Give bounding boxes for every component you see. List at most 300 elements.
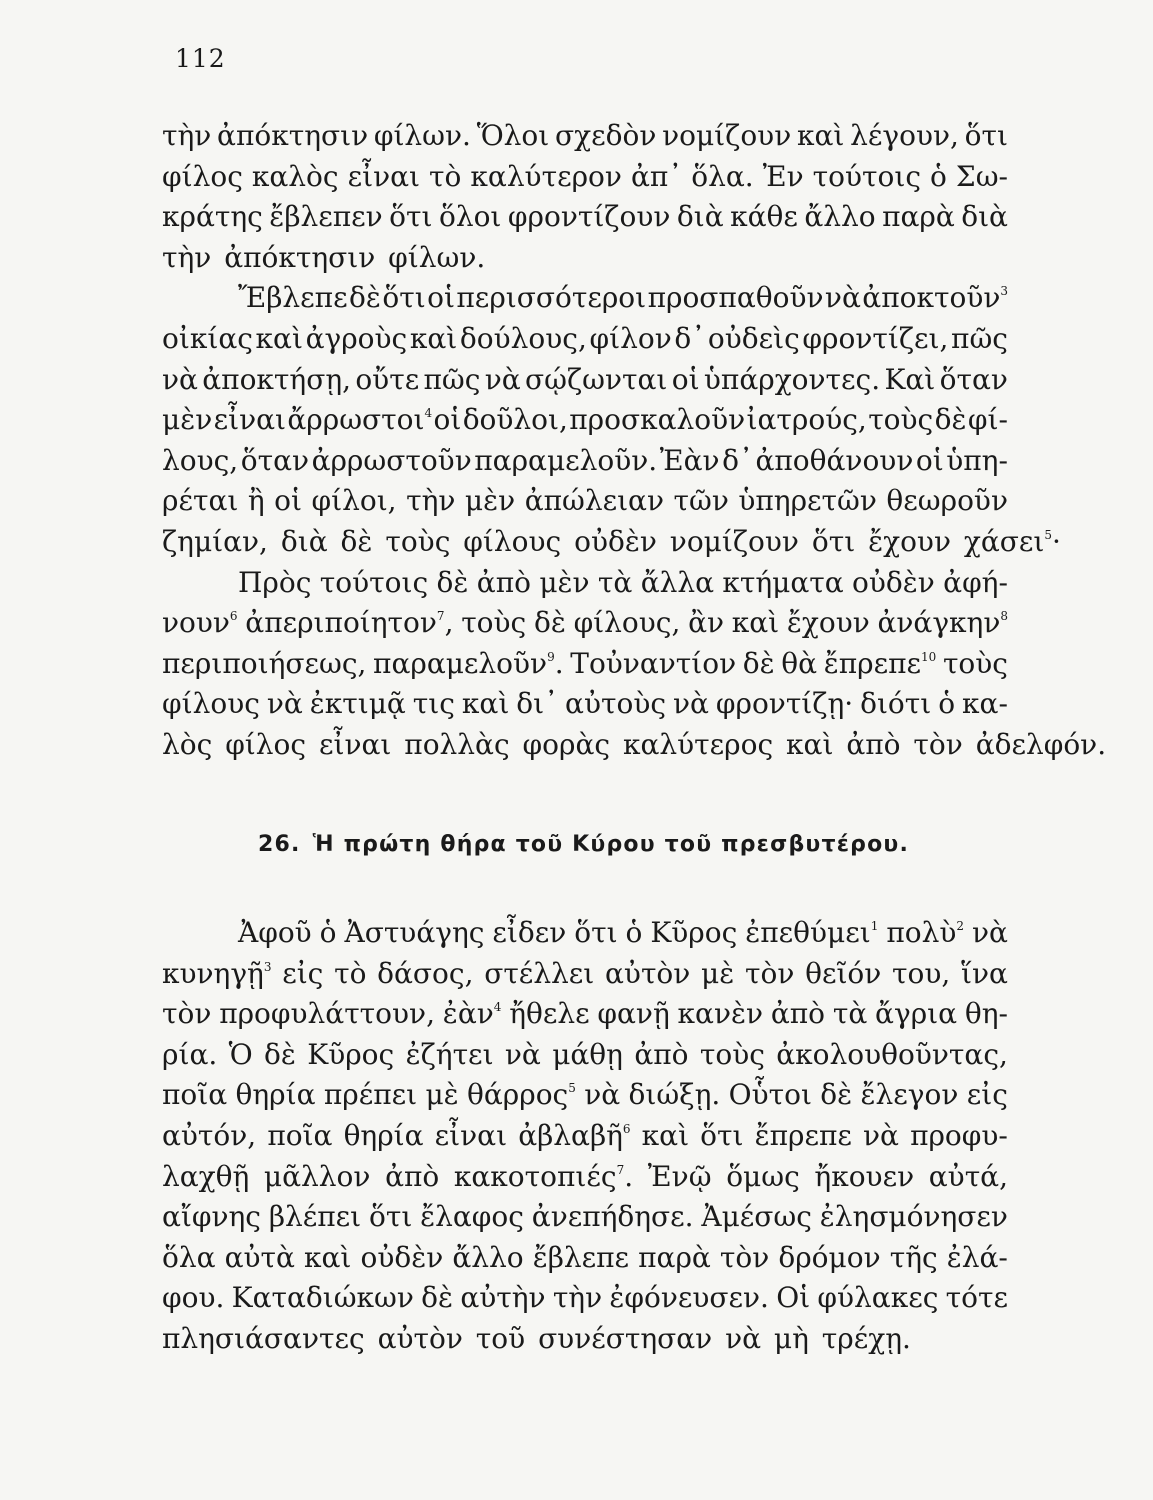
word: καὶ xyxy=(641,1118,690,1152)
word: ἀποθάνουν xyxy=(755,443,914,477)
word: κράτης xyxy=(162,200,263,234)
word: του, xyxy=(892,956,951,990)
text-line xyxy=(162,684,1008,725)
text-line xyxy=(162,1075,1008,1116)
word: φίλος xyxy=(162,159,243,193)
word: ρία. xyxy=(162,1037,218,1071)
word: κτήματα xyxy=(722,565,844,599)
word: εἶναι xyxy=(347,159,421,193)
word: ὅτι xyxy=(700,1118,744,1152)
word: ἰατρούς, xyxy=(746,403,867,437)
text-line xyxy=(162,238,1008,279)
word: οἱ xyxy=(274,484,302,518)
word: τοὺς xyxy=(942,646,1008,680)
word: οἱ xyxy=(433,403,462,437)
word: τὰ xyxy=(597,565,633,599)
word: ἐκτιμᾷ xyxy=(309,687,406,721)
body-text-bottom xyxy=(162,913,1008,1360)
word: ὑπάρχοντες. xyxy=(703,362,881,396)
word: οἱ xyxy=(671,362,700,396)
word: τοὺς xyxy=(461,606,527,640)
word: νὰ xyxy=(824,281,861,315)
word: ἀπώλειαν xyxy=(524,484,664,518)
word: φορὰς xyxy=(522,727,611,761)
word: τῶν xyxy=(673,484,729,518)
word: ὅμως xyxy=(726,1159,800,1193)
word: τούτοις xyxy=(812,159,922,193)
word: εἶναι xyxy=(434,1118,508,1152)
footnote-marker: 2 xyxy=(956,919,964,933)
word: δ᾽ xyxy=(722,443,753,477)
text-line xyxy=(162,1238,1008,1279)
word: Ἀφοῦ xyxy=(238,916,312,949)
word: ἂν xyxy=(688,606,725,640)
word: οὐδὲν xyxy=(574,524,657,558)
word: προφυ- xyxy=(910,1118,1008,1152)
word: εἰς xyxy=(282,956,324,990)
word: αὐτὸν xyxy=(377,1321,463,1355)
word: ὅτι xyxy=(964,119,1008,152)
word: νὰ xyxy=(863,1118,899,1152)
word: παρὰ xyxy=(638,1240,711,1274)
word: φί- xyxy=(967,403,1008,437)
word: δοῦλοι, xyxy=(462,403,568,437)
word: εἶναι xyxy=(213,403,287,437)
word: τότε xyxy=(945,1281,1008,1315)
text-line xyxy=(162,994,1008,1035)
word: ἀπὸ xyxy=(770,997,826,1031)
word: τοὺς xyxy=(385,524,451,558)
word: δ᾽ xyxy=(674,321,706,355)
footnote-marker: 10 xyxy=(921,649,937,664)
word: λέγουν, xyxy=(850,119,959,152)
word: Οὗτοι xyxy=(728,1078,812,1112)
word: ἔβλεπεν xyxy=(269,200,383,234)
word: διὰ xyxy=(676,200,724,234)
word: φίλους, xyxy=(573,606,681,640)
word: τούτοις xyxy=(319,565,429,599)
text-line xyxy=(162,116,1008,157)
text-line xyxy=(162,197,1008,238)
word: τοὺς xyxy=(868,403,934,437)
word: ἔπρεπε xyxy=(754,1118,852,1152)
word: φύλακες xyxy=(817,1281,939,1315)
footnote-marker: 7 xyxy=(436,609,445,624)
word: αὐτόν, xyxy=(162,1118,257,1152)
word: μάθῃ xyxy=(552,1037,623,1071)
word: αὐτὴν xyxy=(460,1281,546,1315)
word: ἔλαφος xyxy=(420,1200,524,1234)
word: ἔχουν xyxy=(786,606,870,640)
footnote-marker: 4 xyxy=(424,406,433,421)
word: θεωροῦν xyxy=(886,484,1008,518)
word: φροντίζει, xyxy=(802,321,949,355)
word: τὸν xyxy=(162,997,212,1031)
word: οἰκίας xyxy=(162,321,253,355)
word: θηρία xyxy=(235,1078,316,1112)
word: οὐδὲν xyxy=(360,1240,444,1274)
word: πρέπει xyxy=(323,1078,418,1112)
word: λὸς xyxy=(162,727,213,761)
word: δάσος, xyxy=(377,956,474,990)
word: σῴζωνται xyxy=(525,362,668,396)
word: κανὲν xyxy=(677,997,764,1031)
word: Οἱ xyxy=(776,1281,811,1315)
word: νὰ xyxy=(584,1078,621,1112)
word: ὁ xyxy=(930,159,947,193)
word: τὸν xyxy=(719,1240,770,1274)
word: τῆς xyxy=(889,1240,938,1274)
word: ἀπόκτησιν xyxy=(217,119,369,152)
word: παραμελοῦν$^9$. xyxy=(373,646,564,680)
word: νὰ xyxy=(725,1321,761,1355)
word: πλησιάσαντες xyxy=(162,1321,365,1355)
text-line xyxy=(162,278,1008,319)
word: Ἔβλεπε xyxy=(238,281,348,315)
word: Ἐνῷ xyxy=(647,1159,712,1193)
word: ἐπεθύμει$^1$ xyxy=(745,916,879,949)
word: μὲ xyxy=(701,956,735,990)
word: αὐτὰ xyxy=(224,1240,295,1274)
word: τὰ xyxy=(832,997,868,1031)
word: αὐτὸν xyxy=(605,956,691,990)
word: ἀπὸ xyxy=(634,1037,689,1071)
word: ἄρρωστοι$^4$ xyxy=(287,403,433,437)
footnote-marker: 3 xyxy=(1000,284,1008,299)
word: ἀβλαβῆ$^6$ xyxy=(518,1118,631,1152)
word: δρόμον xyxy=(778,1240,881,1274)
word: ὅτι xyxy=(574,916,618,949)
text-line xyxy=(162,157,1008,198)
word: αὐτοὺς xyxy=(565,687,667,721)
word: ἔχουν xyxy=(868,524,951,558)
word: φροντίζῃ· xyxy=(715,687,854,721)
word: ἵνα xyxy=(961,956,1008,990)
word: τὴν xyxy=(162,119,212,152)
word: χάσει$^5$· xyxy=(963,524,1061,558)
word: κα- xyxy=(962,687,1008,721)
word: ἐφόνευσεν. xyxy=(609,1281,769,1315)
word: μᾶλλον xyxy=(263,1159,371,1193)
word: ἤκουεν xyxy=(814,1159,915,1193)
word: στέλλει xyxy=(484,956,595,990)
word: φροντίζουν xyxy=(507,200,671,234)
body-text-top xyxy=(162,116,1107,766)
word: Τοὐναντίον xyxy=(570,646,737,680)
word: ἐλά- xyxy=(946,1240,1008,1274)
word: Ἀστυάγης xyxy=(344,916,485,949)
word: ὅλοι xyxy=(438,200,502,234)
word: δὲ xyxy=(533,606,566,640)
text-line xyxy=(162,1035,1008,1076)
word: αἴφνης xyxy=(162,1200,261,1234)
word: ἀδελφόν. xyxy=(975,727,1107,761)
text-line xyxy=(162,603,1008,644)
word: ὁ xyxy=(938,687,956,721)
footnote-marker: 1 xyxy=(870,919,879,933)
word: ἀκολουθοῦντας, xyxy=(776,1037,1008,1071)
word: ὅτι xyxy=(382,281,426,315)
footnote-marker: 5 xyxy=(568,1081,576,1096)
word: δὲ xyxy=(820,1078,853,1112)
word: διότι xyxy=(860,687,932,721)
word: καλύτερος xyxy=(622,727,774,761)
section-title: Ἡ πρώτη θήρα τοῦ Κύρου τοῦ πρεσβυτέρου. xyxy=(312,832,910,857)
word: μὲν xyxy=(464,484,516,518)
word: παραμελοῦν. xyxy=(474,443,658,477)
word: τοὺς xyxy=(699,1037,765,1071)
word: ἀπεριποίητον$^7$, xyxy=(245,606,454,640)
word: νουν$^6$ xyxy=(162,606,238,640)
word: ἢ xyxy=(247,484,265,518)
word: ἄγρια xyxy=(875,997,958,1031)
word: δὲ xyxy=(436,565,469,599)
text-line xyxy=(162,1278,1008,1319)
word: θη- xyxy=(964,997,1008,1031)
word: ἀποκτήσῃ, xyxy=(202,362,351,396)
text-line xyxy=(162,400,1008,441)
word: τὸν xyxy=(745,956,795,990)
word: ρέται xyxy=(162,484,239,518)
word: προσπαθοῦν xyxy=(647,281,824,315)
word: ὑπηρετῶν xyxy=(738,484,877,518)
word: πολλὰς xyxy=(404,727,510,761)
word: ἀνεπήδησε. xyxy=(531,1200,694,1234)
word: τρέχῃ. xyxy=(821,1321,911,1355)
word: ὅλα. xyxy=(691,159,754,193)
text-line xyxy=(162,1319,1008,1360)
word: ἐζήτει xyxy=(405,1037,494,1071)
word: σχεδὸν xyxy=(555,119,657,152)
text-line xyxy=(162,1116,1008,1157)
word: ἀπὸ xyxy=(385,1159,440,1193)
word: μὴ xyxy=(773,1321,809,1355)
word: περιποιήσεως, xyxy=(162,646,367,680)
word: Ἐν xyxy=(762,159,804,193)
word: θεῖόν xyxy=(805,956,882,990)
text-line xyxy=(162,360,1008,401)
word: Ἐὰν xyxy=(659,443,720,477)
word: εἶδεν xyxy=(492,916,567,949)
word: ἀφή- xyxy=(943,565,1008,599)
word: μὲν xyxy=(539,565,590,599)
word: προσκαλοῦν xyxy=(569,403,746,437)
word: καὶ xyxy=(255,321,303,355)
word: μὲ xyxy=(425,1078,459,1112)
word: οὐδεὶς xyxy=(707,321,800,355)
word: δὲ xyxy=(349,281,381,315)
word: φίλων. xyxy=(373,119,471,152)
word: Κῦρος xyxy=(307,1037,395,1071)
word: φίλους xyxy=(463,524,562,558)
word: νομίζουν xyxy=(662,119,792,152)
section-number: 26. xyxy=(258,832,301,857)
word: ὅταν xyxy=(939,362,1008,396)
word: τὴν xyxy=(552,1281,603,1315)
word: βλέπει xyxy=(268,1200,362,1234)
word: δούλους, xyxy=(459,321,587,355)
word: ζημίαν, xyxy=(162,524,268,558)
word: ἔλεγον xyxy=(860,1078,959,1112)
word: νὰ xyxy=(484,362,521,396)
word: θάρρος$^5$ xyxy=(467,1078,576,1112)
word: καὶ xyxy=(409,321,458,355)
word: ἐὰν$^4$ xyxy=(442,997,502,1031)
word: φίλον xyxy=(589,321,672,355)
word: ἀπ᾽ xyxy=(630,159,683,193)
word: ἔπρεπε$^{10}$ xyxy=(823,646,937,680)
word: Ὅλοι xyxy=(476,119,550,152)
footnote-marker: 7 xyxy=(616,1162,625,1177)
footnote-marker: 8 xyxy=(1000,609,1008,624)
word: διώξῃ. xyxy=(628,1078,721,1112)
word: πῶς xyxy=(423,362,481,396)
word: ἤθελε xyxy=(509,997,590,1031)
word: λαχθῇ xyxy=(162,1159,250,1193)
word: ἄλλα xyxy=(640,565,714,599)
word: ὁ xyxy=(625,916,643,949)
word: ἀπὸ xyxy=(476,565,531,599)
word: τὴν xyxy=(406,484,456,518)
word: φίλος xyxy=(225,727,307,761)
word: ὅτι xyxy=(368,1200,413,1234)
word: καὶ xyxy=(731,606,780,640)
word: καὶ xyxy=(796,119,845,152)
word: καὶ xyxy=(786,727,834,761)
word: λους, xyxy=(162,443,239,477)
word: Καταδιώκων xyxy=(231,1281,414,1315)
text-line xyxy=(162,441,1008,482)
word: φίλοι, xyxy=(311,484,397,518)
word: πῶς xyxy=(951,321,1008,355)
word: φίλους xyxy=(162,687,260,721)
footnote-marker: 6 xyxy=(229,609,238,624)
text-line xyxy=(162,522,1061,563)
text-line xyxy=(162,913,1008,954)
footnote-marker: 5 xyxy=(1044,527,1053,542)
word: οἱ xyxy=(427,281,455,315)
word: εἶναι xyxy=(318,727,392,761)
word: ἀπὸ xyxy=(846,727,901,761)
word: θηρία xyxy=(343,1118,424,1152)
page-number: 112 xyxy=(175,44,226,73)
word: ἀπόκτησιν xyxy=(224,240,376,274)
word: ἔβλεπε xyxy=(532,1240,630,1274)
word: νὰ xyxy=(266,687,303,721)
word: καὶ xyxy=(304,1240,352,1274)
word: φίλων. xyxy=(388,240,486,274)
word: νὰ xyxy=(672,687,709,721)
word: ποῖα xyxy=(162,1078,228,1112)
word: κυνηγῇ$^3$ xyxy=(162,956,272,990)
word: Πρὸς xyxy=(238,565,312,599)
word: τὸ xyxy=(429,159,462,193)
text-line xyxy=(162,1157,1008,1198)
text-line xyxy=(162,644,1008,685)
word: καὶ xyxy=(461,687,510,721)
word: νὰ xyxy=(971,916,1008,949)
word: φου. xyxy=(162,1281,225,1315)
footnote-marker: 9 xyxy=(547,649,555,664)
word: Σω- xyxy=(955,159,1008,193)
text-line xyxy=(162,319,1008,360)
word: διὰ xyxy=(961,200,1008,234)
word: νομίζουν xyxy=(669,524,799,558)
word: διὰ xyxy=(280,524,328,558)
word: ἄλλο xyxy=(804,200,876,234)
word: θὰ xyxy=(781,646,818,680)
word: καλὸς xyxy=(251,159,339,193)
word: δὲ xyxy=(421,1281,454,1315)
word: δὲ xyxy=(934,403,967,437)
word: νὰ xyxy=(162,362,198,396)
word: ὅλα xyxy=(162,1240,216,1274)
text-line xyxy=(162,954,1008,995)
word: μὲν xyxy=(162,403,213,437)
word: τὴν xyxy=(162,240,212,274)
word: τοῦ xyxy=(475,1321,526,1355)
word: ὅταν xyxy=(240,443,310,477)
word: ἀποκτοῦν$^3$ xyxy=(862,281,1008,315)
word: Ἀμέσως xyxy=(701,1200,812,1234)
word: αὐτά, xyxy=(928,1159,1008,1193)
word: δὲ xyxy=(742,646,775,680)
word: ποῖα xyxy=(267,1118,333,1152)
word: ὑπη- xyxy=(946,443,1008,477)
word: οἱ xyxy=(915,443,944,477)
text-line xyxy=(162,563,1008,604)
word: νὰ xyxy=(504,1037,541,1071)
word: κακοτοπιές$^7$. xyxy=(453,1159,634,1193)
word: τὸν xyxy=(913,727,963,761)
footnote-marker: 3 xyxy=(263,959,272,974)
word: περισσότεροι xyxy=(456,281,647,315)
word: Καὶ xyxy=(884,362,936,396)
word: δὲ xyxy=(264,1037,296,1071)
word: ἀνάγκην$^8$ xyxy=(877,606,1008,640)
word: Κῦρος xyxy=(650,916,738,949)
word: ἀγροὺς xyxy=(305,321,408,355)
word: ὅτι xyxy=(389,200,433,234)
word: κάθε xyxy=(730,200,798,234)
word: φανῇ xyxy=(597,997,670,1031)
text-line xyxy=(162,1197,1008,1238)
section-heading xyxy=(258,832,909,857)
word: πολὺ$^2$ xyxy=(886,916,964,949)
word: ἀρρωστοῦν xyxy=(311,443,472,477)
word: τὸ xyxy=(334,956,367,990)
word: ὁ xyxy=(319,916,337,949)
word: οὔτε xyxy=(355,362,420,396)
word: ἐλησμόνησεν xyxy=(819,1200,1008,1234)
word: ἄλλο xyxy=(452,1240,524,1274)
word: δὲ xyxy=(340,524,373,558)
word: Ὁ xyxy=(228,1037,253,1071)
word: ὅτι xyxy=(811,524,856,558)
word: συνέστησαν xyxy=(538,1321,713,1355)
word: καλύτερον xyxy=(470,159,622,193)
footnote-marker: 4 xyxy=(493,1000,502,1015)
word: παρὰ xyxy=(882,200,955,234)
word: εἰς xyxy=(966,1078,1008,1112)
word: δι᾽ xyxy=(516,687,559,721)
word: προφυλάττουν, xyxy=(219,997,435,1031)
text-line xyxy=(162,725,1107,766)
footnote-marker: 6 xyxy=(622,1121,631,1136)
text-line xyxy=(162,481,1008,522)
word: οὐδὲν xyxy=(852,565,935,599)
word: τις xyxy=(412,687,455,721)
